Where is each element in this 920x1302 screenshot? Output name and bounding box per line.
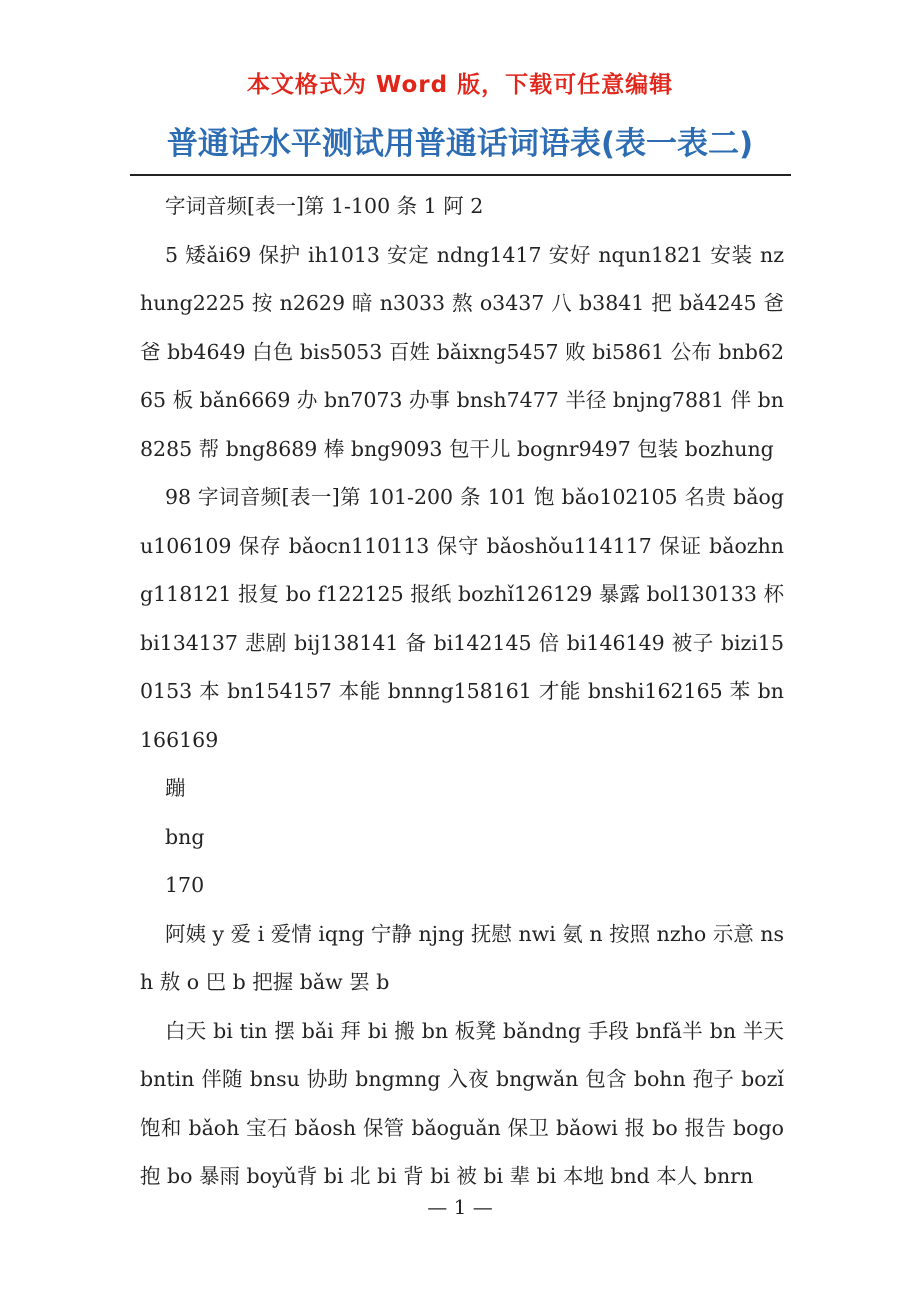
paragraph-7: 阿姨 y 爱 i 爱情 iqng 宁静 njng 抚慰 nwi 氨 n 按照 nzho 示意 nsh 敖 o 巴 b 把握 bǎw 罢 b	[140, 921, 784, 994]
paragraph-1: 字词音频[表一]第 1-100 条 1 阿 2	[165, 194, 484, 218]
title-divider	[130, 174, 791, 176]
paragraph-6: 170	[165, 873, 205, 897]
paragraph-2: 5 矮ǎi69 保护 ih1013 安定 ndng1417 安好 nqun1821 安装 nzhung2225 按 n2629 暗 n3033 熬 o3437 八 b3841 把 bǎ4245 爸爸 bb4649 白色 bis5053 百姓 bǎixng5457 败 bi5861 公布 bnb6265 板 bǎn6669 办 bn7073 办事 bnsh7477 半径 bnjng7881 伴 bn8285 帮 bng8689 棒 bng9093 包干儿 bognr9497 包装 bozhung	[140, 242, 784, 461]
page-number: — 1 —	[427, 1195, 493, 1219]
paragraph-8: 白天 bi tin 摆 bǎi 拜 bi 搬 bn 板凳 bǎndng 手段 bnfǎ半 bn 半天 bntin 伴随 bnsu 协助 bngmng 入夜 bngwǎn 包含 bohn 孢子 bozǐ饱和 bǎoh 宝石 bǎosh 保管 bǎoguǎn 保卫 bǎowi 报 bo 报告 bogo 抱 bo 暴雨 boyǔ背 bi 北 bi 背 bi 被 bi 辈 bi 本地 bnd 本人 bnrn	[140, 1018, 784, 1188]
paragraph-3: 98 字词音频[表一]第 101-200 条 101 饱 bǎo102105 名贵 bǎogu106109 保存 bǎocn110113 保守 bǎoshǒu114117 保证 bǎozhng118121 报复 bo f122125 报纸 bozhǐ126129 暴露 bol130133 杯 bi134137 悲剧 bij138141 备 bi142145 倍 bi146149 被子 bizi150153 本 bn154157 本能 bnnng158161 才能 bnshi162165 苯 bn166169	[140, 485, 784, 752]
paragraph-5: bng	[165, 824, 205, 849]
paragraph-4: 蹦	[165, 776, 186, 800]
download-notice: 本文格式为 Word 版，下载可任意编辑	[246, 72, 674, 98]
page-title: 普通话水平测试用普通话词语表(表一表二)	[166, 126, 754, 162]
document-body	[140, 182, 784, 1201]
